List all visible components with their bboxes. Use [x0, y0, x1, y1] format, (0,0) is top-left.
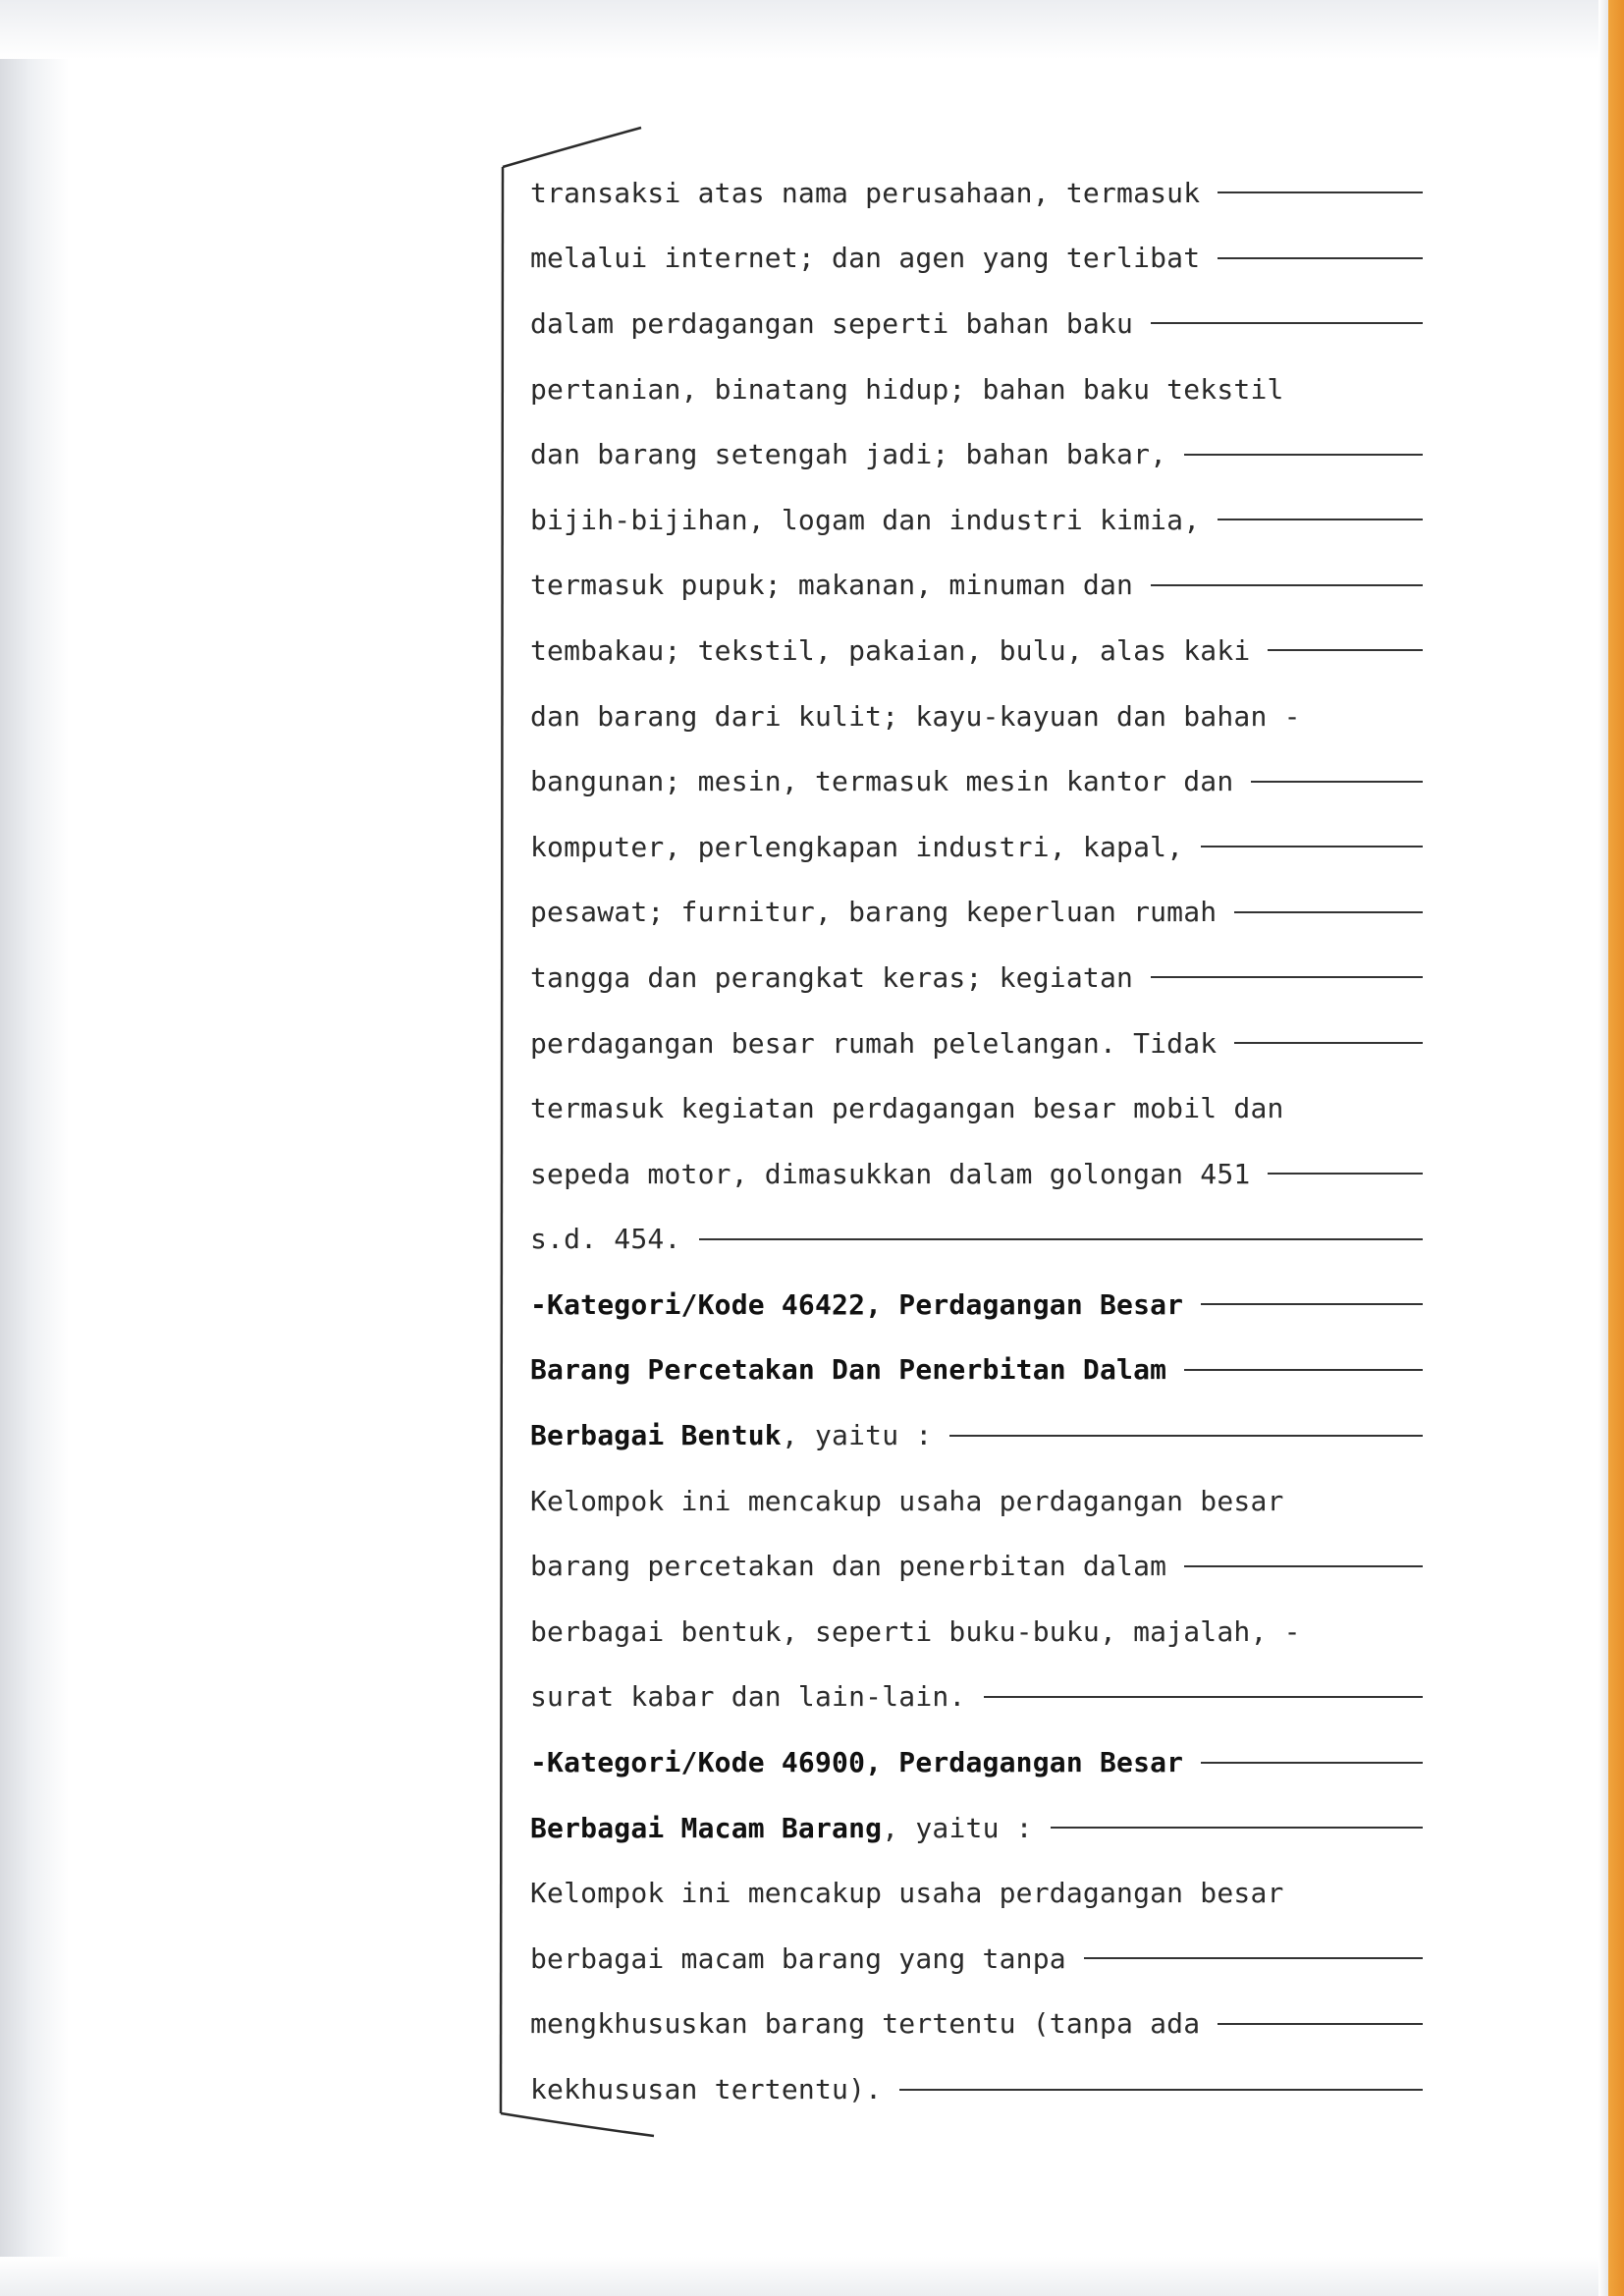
body-text: , yaitu : — [781, 1419, 933, 1452]
text-line — [530, 2056, 1429, 2122]
filler-dash — [984, 1696, 1424, 1698]
line-text — [530, 1158, 1250, 1190]
body-text: pesawat; furnitur, barang keperluan rumah — [530, 896, 1218, 929]
filler-dash — [1184, 454, 1423, 456]
filler-dash — [1151, 976, 1423, 978]
text-line — [530, 748, 1429, 814]
text-line — [530, 160, 1429, 226]
text-line — [530, 814, 1429, 880]
line-text — [530, 1812, 1033, 1844]
body-text: perdagangan besar rumah pelelangan. Tidak — [530, 1026, 1218, 1060]
document-body — [530, 160, 1429, 2122]
text-line — [530, 1207, 1429, 1273]
line-text — [530, 504, 1200, 536]
text-line — [530, 1011, 1429, 1076]
text-line — [530, 1075, 1429, 1141]
text-line — [530, 226, 1429, 292]
line-text — [530, 438, 1166, 470]
heading-text: -Kategori/Kode 46900, Perdagangan Besar — [530, 1746, 1184, 1779]
filler-dash — [899, 2089, 1423, 2091]
text-line — [530, 1141, 1429, 1207]
body-text: Kelompok ini mencakup usaha perdagangan besar — [530, 1484, 1284, 1517]
line-text — [530, 896, 1217, 928]
heading-text: Berbagai Macam Barang — [530, 1811, 883, 1844]
line-text — [530, 242, 1200, 274]
line-text — [530, 1877, 1429, 1909]
body-text: komputer, perlengkapan industri, kapal, — [530, 830, 1184, 863]
body-text: surat kabar dan lain-lain. — [530, 1680, 966, 1714]
body-text: transaksi atas nama perusahaan, termasuk — [530, 176, 1201, 209]
filler-dash — [1218, 257, 1423, 259]
line-text — [530, 1680, 966, 1713]
bracket-vertical-stroke — [501, 167, 503, 2113]
body-text: melalui internet; dan agen yang terlibat — [530, 242, 1201, 275]
text-line — [530, 1729, 1429, 1795]
filler-dash — [699, 1238, 1423, 1240]
body-text: dan barang dari kulit; kayu-kayuan dan bahan - — [530, 699, 1301, 733]
filler-dash — [1251, 781, 1423, 783]
line-text — [530, 831, 1183, 863]
body-text: tangga dan perangkat keras; kegiatan — [530, 960, 1134, 994]
line-text — [530, 569, 1133, 601]
text-line — [530, 553, 1429, 619]
text-line — [530, 487, 1429, 553]
line-text — [530, 2073, 882, 2105]
line-text — [530, 700, 1429, 733]
filler-dash — [1218, 519, 1423, 520]
line-text — [530, 765, 1233, 797]
body-text: dan barang setengah jadi; bahan bakar, — [530, 438, 1167, 471]
text-line — [530, 1860, 1429, 1926]
text-line — [530, 356, 1429, 422]
line-text — [530, 1027, 1217, 1060]
body-text: barang percetakan dan penerbitan dalam — [530, 1550, 1167, 1583]
line-text — [530, 1550, 1166, 1582]
text-line — [530, 1599, 1429, 1665]
text-line — [530, 945, 1429, 1011]
line-text — [530, 1615, 1429, 1648]
body-text: tembakau; tekstil, pakaian, bulu, alas kaki — [530, 633, 1251, 667]
body-text: termasuk pupuk; makanan, minuman dan — [530, 569, 1134, 602]
body-text: berbagai bentuk, seperti buku-buku, majalah, - — [530, 1614, 1301, 1648]
filler-dash — [1234, 911, 1423, 913]
filler-dash — [1201, 1303, 1423, 1305]
body-text: berbagai macam barang yang tanpa — [530, 1941, 1066, 1975]
body-text: mengkhususkan barang tertentu (tanpa ada — [530, 2007, 1201, 2041]
heading-text: -Kategori/Kode 46422, Perdagangan Besar — [530, 1287, 1184, 1321]
line-text — [530, 307, 1133, 340]
filler-dash — [1268, 1173, 1423, 1175]
filler-dash — [1051, 1827, 1423, 1829]
line-text — [530, 1746, 1183, 1778]
text-line — [530, 1468, 1429, 1534]
line-text — [530, 2007, 1200, 2040]
line-text — [530, 961, 1133, 994]
text-line — [530, 618, 1429, 683]
body-text: bijih-bijihan, logam dan industri kimia, — [530, 503, 1201, 536]
filler-dash — [1218, 2023, 1423, 2025]
text-line — [530, 421, 1429, 487]
text-line — [530, 291, 1429, 356]
line-text — [530, 1419, 932, 1451]
line-text — [530, 1288, 1183, 1321]
text-line — [530, 1533, 1429, 1599]
line-text — [530, 1092, 1429, 1124]
text-line — [530, 1272, 1429, 1338]
text-line — [530, 1665, 1429, 1730]
line-text — [530, 177, 1200, 209]
text-line — [530, 1795, 1429, 1861]
text-line — [530, 1402, 1429, 1468]
filler-dash — [1151, 584, 1423, 586]
text-line — [530, 683, 1429, 749]
line-text — [530, 1942, 1066, 1975]
body-text: sepeda motor, dimasukkan dalam golongan 451 — [530, 1157, 1251, 1190]
filler-dash — [1201, 1762, 1423, 1764]
body-text: termasuk kegiatan perdagangan besar mobil dan — [530, 1092, 1284, 1125]
body-text: s.d. 454. — [530, 1223, 681, 1256]
filler-dash — [1218, 191, 1423, 193]
text-line — [530, 1992, 1429, 2057]
line-text — [530, 1223, 681, 1255]
text-line — [530, 880, 1429, 946]
line-text — [530, 634, 1250, 667]
line-text — [530, 1485, 1429, 1517]
body-text: kekhususan tertentu). — [530, 2073, 883, 2106]
filler-dash — [1201, 846, 1423, 847]
filler-dash — [1268, 649, 1423, 651]
filler-dash — [1084, 1957, 1423, 1959]
body-text: Kelompok ini mencakup usaha perdagangan besar — [530, 1877, 1284, 1910]
body-text: pertanian, binatang hidup; bahan baku tekstil — [530, 372, 1284, 406]
filler-dash — [1234, 1042, 1423, 1044]
line-text — [530, 1353, 1166, 1386]
line-text — [530, 373, 1429, 406]
filler-dash — [1151, 322, 1423, 324]
heading-text: Berbagai Bentuk — [530, 1419, 782, 1452]
filler-dash — [1184, 1565, 1423, 1567]
text-line — [530, 1926, 1429, 1992]
body-text: bangunan; mesin, termasuk mesin kantor dan — [530, 765, 1234, 798]
body-text: , yaitu : — [882, 1811, 1033, 1844]
text-line — [530, 1338, 1429, 1403]
body-text: dalam perdagangan seperti bahan baku — [530, 306, 1134, 340]
filler-dash — [949, 1435, 1423, 1437]
heading-text: Barang Percetakan Dan Penerbitan Dalam — [530, 1353, 1167, 1387]
filler-dash — [1184, 1369, 1423, 1371]
